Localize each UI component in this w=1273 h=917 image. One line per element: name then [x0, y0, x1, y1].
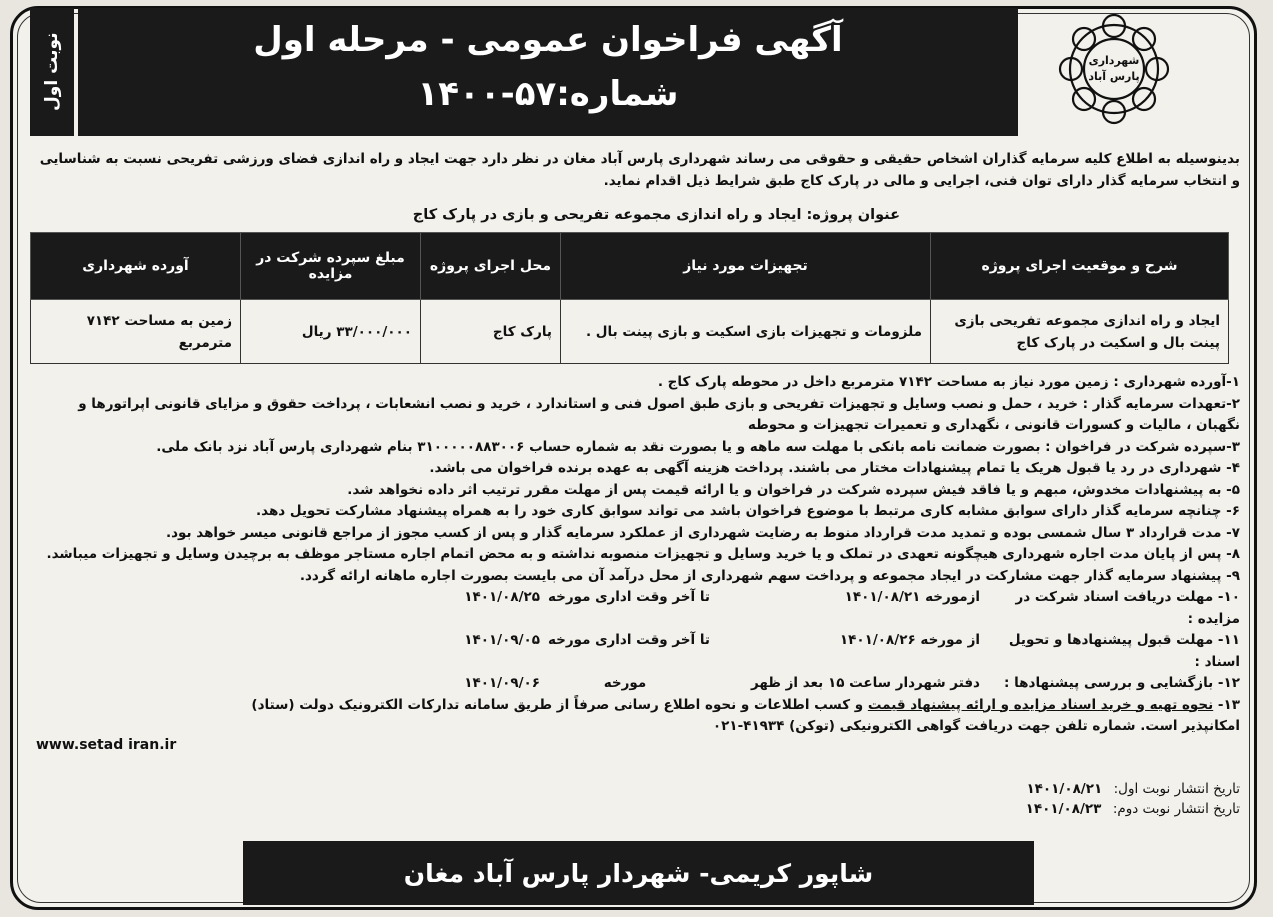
- intro-paragraph: بدینوسیله به اطلاع کلیه سرمایه گذاران اشخاص حقیقی و حقوقی می رساند شهرداری پارس آباد مغان در نظر دارد جهت ایجاد و راه اندازی فضای ورزشی تفریحی نسبت به شناسایی و انتخاب سرمایه گذار دارای توان فنی، اجرایی و مالی در پارک کاج طبق شرایط ذیل اقدام نماید.: [39, 151, 1240, 189]
- list-item: ۶- چنانچه سرمایه گذار دارای سوابق مشابه کاری مرتبط با موضوع فراخوان باشد می تواند سوابق کاری خود را به همراه پیشنهاد مشارکت تحویل دهد.: [256, 503, 1240, 519]
- list-item: ۴- شهرداری در رد یا قبول هریک یا تمام پیشنهادات مختار می باشند. پرداخت هزینه آگهی به عهده برنده فراخوان می باشد.: [429, 460, 1240, 476]
- ad-title: آگهی فراخوان عمومی - مرحله اول: [253, 20, 843, 60]
- list-item: ۹- پیشنهاد سرمایه گذار جهت مشارکت در ایجاد مجموعه و پرداخت سهم شهرداری از محل درآمد آن می بایست بصورت اجاره ماهانه ارائه گردد.: [299, 567, 1240, 584]
- table-header: شرح و موقعیت اجرای پروژه: [931, 233, 1229, 300]
- publication-row: تاریخ انتشار نوبت اول: ۱۴۰۱/۰۸/۲۱: [940, 779, 1240, 799]
- schedule-from: ازمورخه ۱۴۰۱/۰۸/۲۱: [844, 589, 980, 605]
- table-header: تجهیزات مورد نیاز: [561, 233, 931, 300]
- list-item-13: ۱۳- نحوه تهیه و خرید اسناد مزایده و ارائه پیشنهاد قیمت و کسب اطلاعات و نحوه اطلاع رسانی صرفاً از طریق سامانه تدارکات الکترونیک دولت (ستاد): [251, 696, 1240, 713]
- table-row: [31, 300, 1229, 364]
- footer-signature: شاپور کریمی- شهردار پارس آباد مغان: [243, 841, 1034, 905]
- municipality-logo: [1054, 12, 1174, 127]
- schedule-from: از مورخه ۱۴۰۱/۰۸/۲۶: [839, 632, 980, 648]
- schedule-to: تا آخر وقت اداری مورخه: [547, 632, 710, 648]
- table-header: مبلغ سپرده شرکت در مزایده: [241, 233, 421, 300]
- ad-header-banner: [78, 8, 1018, 136]
- svg-text:شهرداری: شهرداری: [1088, 54, 1140, 67]
- table-cell: زمین به مساحت ۷۱۴۲ مترمربع: [31, 300, 241, 364]
- table-cell: ۳۳/۰۰۰/۰۰۰ ریال: [241, 300, 421, 364]
- publication-dates: [940, 779, 1240, 819]
- list-item: ۵- به پیشنهادات مخدوش، مبهم و یا فاقد فیش سپرده شرکت در فراخوان و یا ارائه قیمت پس از مهلت مقرر ترتیب اثر داده نخواهد شد.: [347, 481, 1240, 498]
- list-item: ۳-سپرده شرکت در فراخوان : بصورت ضمانت نامه بانکی با مهلت سه ماهه و یا بصورت نقد به شماره حساب ۳۱۰۰۰۰۰۸۸۳۰۰۶ بنام شهرداری پارس آباد نزد بانک ملی.: [156, 438, 1240, 455]
- table-cell: ملزومات و تجهیزات بازی اسکیت و بازی پینت بال .: [561, 300, 931, 364]
- table-header-row: [31, 233, 1229, 300]
- project-table: [30, 232, 1229, 364]
- table-cell: پارک کاج: [421, 300, 561, 364]
- round-tab: نوبت اول: [30, 8, 74, 136]
- conditions-list: [30, 372, 1240, 738]
- schedule-date: ۱۴۰۱/۰۹/۰۶: [464, 675, 540, 691]
- schedule-label: ۱۲- بازگشایی و بررسی پیشنهادها :: [1003, 675, 1240, 691]
- schedule-to: مورخه: [603, 675, 647, 691]
- table-cell: ایجاد و راه اندازی مجموعه تفریحی بازی پینت بال و اسکیت در پارک کاج: [931, 300, 1229, 364]
- schedule-row: [30, 630, 1240, 673]
- setad-url: www.setad iran.ir: [36, 737, 177, 753]
- schedule-label: ۱۰- مهلت دریافت اسناد شرکت در مزایده :: [1015, 589, 1240, 627]
- schedule-label: ۱۱- مهلت قبول پیشنهادها و تحویل اسناد :: [1008, 632, 1240, 670]
- publication-row: تاریخ انتشار نوبت دوم: ۱۴۰۱/۰۸/۲۳: [940, 799, 1240, 819]
- publication-date: ۱۴۰۱/۰۸/۲۳: [1025, 801, 1102, 817]
- schedule-date: ۱۴۰۱/۰۹/۰۵: [464, 632, 540, 648]
- svg-text:پارس آباد: پارس آباد: [1088, 70, 1140, 83]
- table-header: آورده شهرداری: [31, 233, 241, 300]
- list-item: ۸- پس از پایان مدت اجاره شهرداری هیچگونه تعهدی در تملک و یا خرید وسایل و تجهیزات منصوبه نداشته و به محض اتمام اجاره مستاجر موظف به برچیدن وسایل و تجهیزات میباشد.: [46, 546, 1240, 562]
- list-item-13-cont: امکانپذیر است. شماره تلفن جهت دریافت گواهی الکترونیکی (توکن) ۴۱۹۳۴-۰۲۱: [712, 718, 1240, 734]
- underlined-text: نحوه تهیه و خرید اسناد مزایده و ارائه پیشنهاد قیمت: [867, 696, 1214, 713]
- list-item: ۲-تعهدات سرمایه گذار : خرید ، حمل و نصب وسایل و تجهیزات تفریحی و بازی طبق اصول فنی و استاندارد ، خرید و نصب انشعابات ، پرداخت حقوق و مزایای قانونی اپراتورها و نگهبان ، مالیات و کسورات قانونی ، نگهداری و تعمیرات تجهیزات و محوطه: [78, 395, 1240, 433]
- schedule-row: [30, 587, 1240, 630]
- schedule-date: ۱۴۰۱/۰۸/۲۵: [464, 589, 540, 605]
- ad-number: شماره:۵۷-۱۴۰۰: [417, 74, 679, 114]
- schedule-to: تا آخر وقت اداری مورخه: [547, 589, 710, 605]
- publication-date: ۱۴۰۱/۰۸/۲۱: [1026, 781, 1103, 797]
- schedule-from: دفتر شهردار ساعت ۱۵ بعد از ظهر: [750, 675, 980, 691]
- project-title: عنوان پروژه: ایجاد و راه اندازی مجموعه تفریحی و بازی در پارک کاج: [412, 207, 900, 223]
- list-item: ۱-آورده شهرداری : زمین مورد نیاز به مساحت ۷۱۴۲ مترمربع داخل در محوطه پارک کاج .: [657, 374, 1240, 390]
- table-header: محل اجرای پروژه: [421, 233, 561, 300]
- schedule-row: [30, 673, 1240, 695]
- list-item: ۷- مدت قرارداد ۳ سال شمسی بوده و تمدید مدت قرارداد منوط به رضایت شهرداری از عملکرد سرمایه گذار و پس از کسب مجوز از مراجع قانونی میسر خواهد بود.: [165, 524, 1240, 541]
